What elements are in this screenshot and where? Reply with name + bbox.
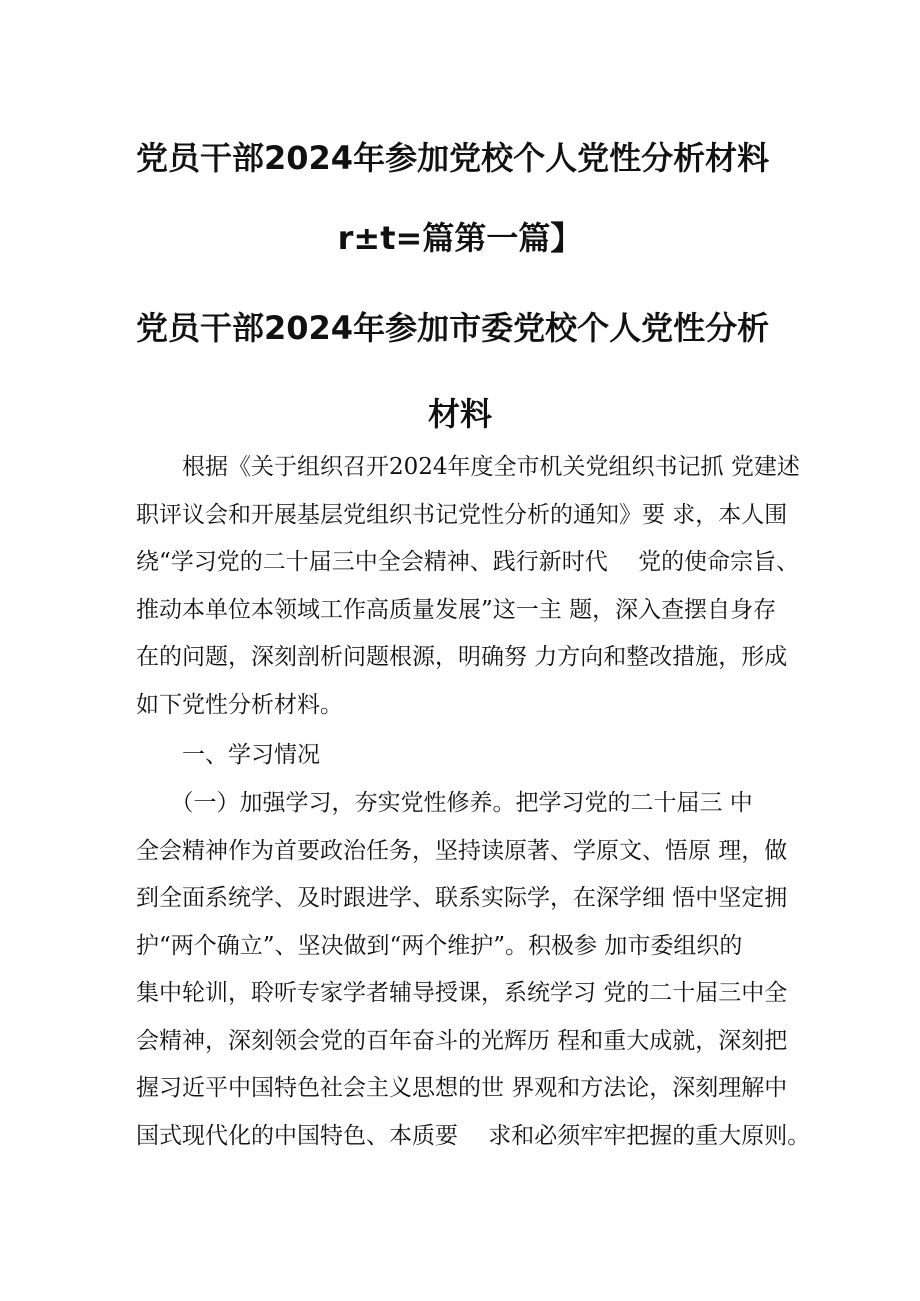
paragraph-line: 根据《关于组织召开2024年度全市机关党组织书记抓 党建述 — [136, 454, 800, 480]
document-title-line-2: r±t=篇第一篇】 — [337, 219, 583, 257]
paragraph-line: 到全面系统学、及时跟进学、联系实际学，在深学细 悟中坚定拥 — [136, 885, 788, 911]
paragraph-line: 会精神，深刻领会党的百年奋斗的光辉历 程和重大成就，深刻把 — [136, 1027, 788, 1054]
document-title-line-4: 材料 — [427, 395, 492, 433]
paragraph-line: 在的问题，深刻剖析问题根源，明确努 力方向和整改措施，形成 — [136, 644, 788, 670]
paragraph-intro — [136, 444, 816, 729]
paragraph-line: 集中轮训，聆听专家学者辅导授课，系统学习 党的二十届三中全 — [136, 980, 788, 1006]
paragraph-line: 推动本单位本领域工作高质量发展”这一主 题，深入查摆自身存 — [136, 596, 777, 623]
paragraph-study — [136, 780, 816, 1160]
paragraph-line: （一）加强学习，夯实党性修养。把学习党的二十届三 中 — [136, 790, 753, 816]
section-heading: 一、学习情况 — [182, 742, 320, 768]
paragraph-line: 护“两个确立”、坚决做到“两个维护”。积极参 加市委组织的 — [136, 932, 743, 959]
paragraph-line: 绕“学习党的二十届三中全会精神、践行新时代 党的使命宗旨、 — [136, 549, 800, 575]
paragraph-line: 国式现代化的中国特色、本质要 求和必须牢牢把握的重大原则。 — [136, 1122, 811, 1149]
paragraph-line: 职评议会和开展基层党组织书记党性分析的通知》要 求，本人围 — [136, 501, 788, 528]
paragraph-line: 全会精神作为首要政治任务，坚持读原著、学原文、悟原 理，做 — [136, 837, 788, 864]
document-title-line-1: 党员干部2024年参加党校个人党性分析材料 — [136, 139, 770, 177]
document-title-line-3: 党员干部2024年参加市委党校个人党性分析 — [136, 309, 770, 347]
paragraph-line: 握习近平中国特色社会主义思想的世 界观和方法论，深刻理解中 — [136, 1075, 788, 1101]
paragraph-line: 如下党性分析材料。 — [136, 691, 343, 718]
